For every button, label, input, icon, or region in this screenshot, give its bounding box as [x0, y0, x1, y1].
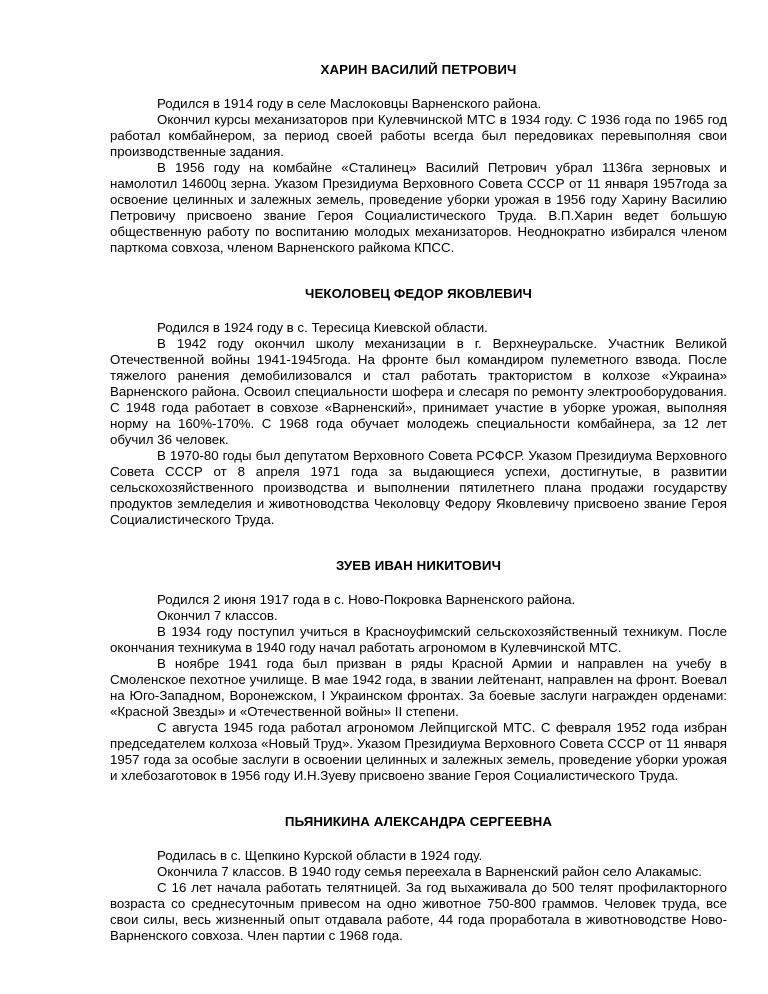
paragraph: В ноябре 1941 года был призван в ряды Красной Армии и направлен на учебу в Смоленское пехотное училище. В мае 1942 года, в звании лейтенант, направлен на фронт. Воевал на Юго-Западном, Воронежском, I Украинском фронтах. За боевые заслуги награжден орденами: «Красной Звезды» и «Отечественной войны» II степени.: [110, 656, 727, 719]
document-page: [110, 62, 727, 944]
biography-section-kharin: [110, 62, 727, 256]
section-heading: ХАРИН ВАСИЛИЙ ПЕТРОВИЧ: [320, 62, 517, 77]
paragraph: С 16 лет начала работать телятницей. За год выхаживала до 500 телят профилакторного возраста со среднесуточным привесом на одно животное 750-800 граммов. Человек труда, все свои силы, весь жизненный опыт отдавала работе, 44 года проработала в животноводстве Ново-Варненского совхоза. Член партии с 1968 года.: [110, 880, 727, 943]
section-heading: ПЬЯНИКИНА АЛЕКСАНДРА СЕРГЕЕВНА: [284, 814, 553, 829]
section-spacer: [110, 256, 727, 286]
paragraph: Окончил 7 классов.: [157, 608, 278, 623]
paragraph: В 1934 году поступил учиться в Красноуфимский сельскохозяйственный техникум. После окончания техникума в 1940 году начал работать агрономом в Кулевчинской МТС.: [110, 624, 727, 655]
paragraph: Родился в 1914 году в селе Маслоковцы Варненского района.: [157, 96, 542, 111]
paragraph: С августа 1945 года работал агрономом Лейпцигской МТС. С февраля 1952 года избран председателем колхоза «Новый Труд». Указом Президиума Верховного Совета СССР от 11 января 1957 года за особые заслуги в освоении целинных и залежных земель, проведение уборки урожая и хлебозаготовок в 1956 году И.Н.Зуеву присвоено звание Героя Социалистического Труда.: [110, 720, 727, 783]
paragraph: Родилась в с. Щепкино Курской области в 1924 году.: [157, 848, 483, 863]
paragraph: В 1956 году на комбайне «Сталинец» Василий Петрович убрал 1136га зерновых и намолотил 14600ц зерна. Указом Президиума Верховного Совета СССР от 11 января 1957года за освоение целинных и залежных земель, проведение уборки урожая в 1956 году Харину Василию Петровичу присвоено звание Героя Социалистического Труда. В.П.Харин ведет большую общественную работу по воспитанию молодых механизаторов. Неоднократно избирался членом парткома совхоза, членом Варненского райкома КПСС.: [110, 160, 727, 255]
paragraph: Окончил курсы механизаторов при Кулевчинской МТС в 1934 году. С 1936 года по 1965 год работал комбайнером, за период своей работы всегда был передовиках перевыполняя свои производственные задания.: [110, 112, 727, 159]
paragraph: В 1942 году окончил школу механизации в г. Верхнеуральске. Участник Великой Отечественной войны 1941-1945года. На фронте был командиром пулеметного взвода. После тяжелого ранения демобилизовался и стал работать трактористом в колхозе «Украина» Варненского района. Освоил специальности шофера и слесаря по ремонту электрооборудования. С 1948 года работает в совхозе «Варненский», принимает участие в уборке урожая, выполняя норму на 160%-170%. С 1968 года обучает молодежь специальности комбайнера, за 12 лет обучил 36 человек.: [110, 336, 727, 447]
biography-section-zuev: [110, 558, 727, 784]
biography-section-chekolovets: [110, 286, 727, 528]
biography-section-pyanikina: [110, 814, 727, 944]
section-spacer: [110, 784, 727, 814]
paragraph: Родился в 1924 году в с. Тересица Киевской области.: [157, 320, 488, 335]
paragraph: Окончила 7 классов. В 1940 году семья переехала в Варненский район село Алакамыс.: [157, 864, 702, 879]
section-heading: ЗУЕВ ИВАН НИКИТОВИЧ: [335, 558, 502, 573]
section-spacer: [110, 528, 727, 558]
paragraph: Родился 2 июня 1917 года в с. Ново-Покровка Варненского района.: [157, 592, 576, 607]
section-heading: ЧЕКОЛОВЕЦ ФЕДОР ЯКОВЛЕВИЧ: [305, 286, 532, 301]
paragraph: В 1970-80 годы был депутатом Верховного Совета РСФСР. Указом Президиума Верховного Совета СССР от 8 апреля 1971 года за выдающиеся успехи, достигнутые, в развитии сельскохозяйственного производства и выполнении пятилетнего плана продажи государству продуктов земледелия и животноводства Чеколовцу Федору Яковлевичу присвоено звание Героя Социалистического Труда.: [110, 448, 727, 527]
